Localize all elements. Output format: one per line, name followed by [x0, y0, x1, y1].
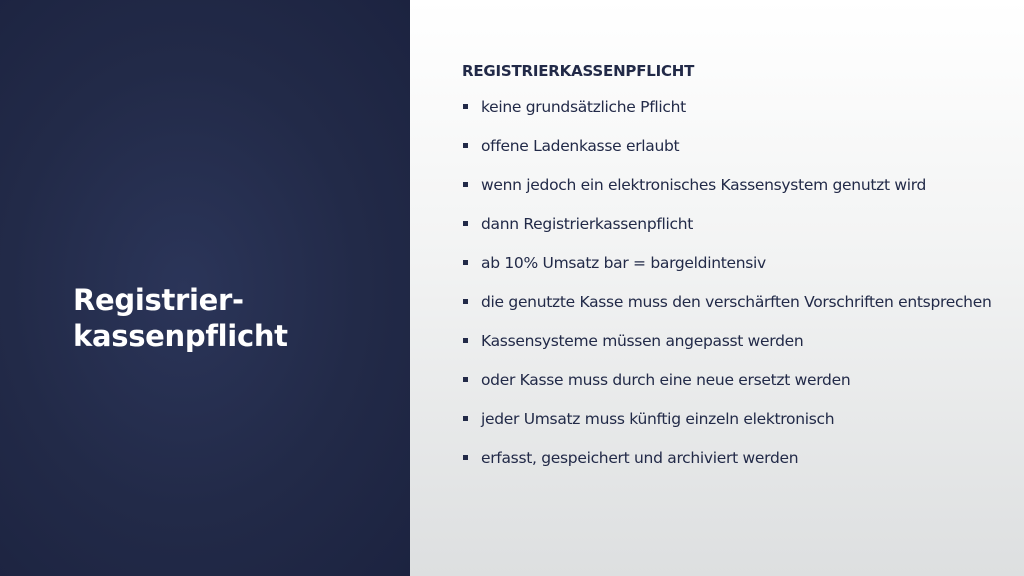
- bullet-item: [462, 253, 1002, 273]
- bullet-text: wenn jedoch ein elektronisches Kassensystem genutzt wird: [481, 176, 927, 194]
- content-heading: REGISTRIERKASSENPFLICHT: [462, 62, 695, 80]
- bullet-text: die genutzte Kasse muss den verschärften Vorschriften entsprechen: [481, 293, 992, 311]
- slide-title-line-2: kassenpflicht: [73, 319, 288, 353]
- bullet-text: offene Ladenkasse erlaubt: [481, 137, 680, 155]
- square-bullet-icon: [463, 260, 468, 265]
- bullet-text: keine grundsätzliche Pflicht: [481, 98, 686, 116]
- bullet-text: oder Kasse muss durch eine neue ersetzt werden: [481, 371, 851, 389]
- square-bullet-icon: [463, 416, 468, 421]
- bullet-item: [462, 331, 1002, 351]
- square-bullet-icon: [463, 143, 468, 148]
- bullet-item: [462, 448, 1002, 468]
- content-panel: [410, 0, 1024, 576]
- bullet-item: [462, 214, 1002, 234]
- square-bullet-icon: [463, 299, 468, 304]
- slide-title: [73, 282, 393, 354]
- square-bullet-icon: [463, 338, 468, 343]
- square-bullet-icon: [463, 377, 468, 382]
- square-bullet-icon: [463, 182, 468, 187]
- bullet-item: [462, 370, 1002, 390]
- bullet-item: [462, 136, 1002, 156]
- slide-title-line-1: Registrier-: [73, 283, 244, 317]
- bullet-text: Kassensysteme müssen angepasst werden: [481, 332, 804, 350]
- title-panel: [0, 0, 410, 576]
- bullet-text: dann Registrierkassenpflicht: [481, 215, 694, 233]
- bullet-item: [462, 97, 1002, 117]
- bullet-text: jeder Umsatz muss künftig einzeln elektronisch: [481, 410, 835, 428]
- bullet-item: [462, 409, 1002, 429]
- square-bullet-icon: [463, 104, 468, 109]
- bullet-item: [462, 292, 1002, 312]
- bullet-text: ab 10% Umsatz bar = bargeldintensiv: [481, 254, 766, 272]
- bullet-item: [462, 175, 1002, 195]
- bullet-list: [462, 97, 1002, 487]
- square-bullet-icon: [463, 221, 468, 226]
- bullet-text: erfasst, gespeichert und archiviert werden: [481, 449, 799, 467]
- square-bullet-icon: [463, 455, 468, 460]
